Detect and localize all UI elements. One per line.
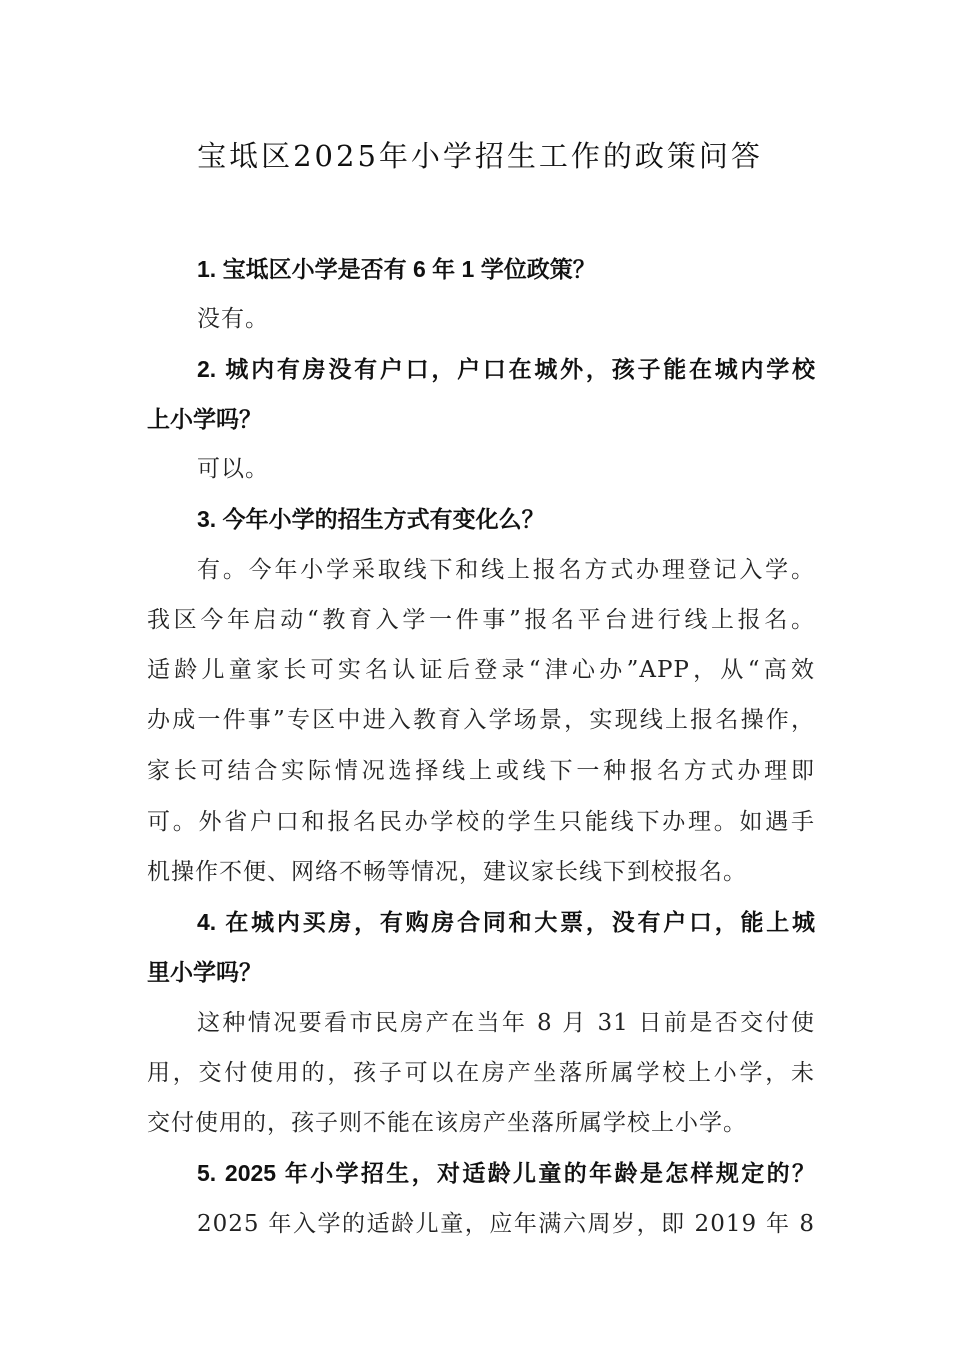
answer-line: 我区今年启动“教育入学一件事”报名平台进行线上报名。 — [147, 607, 815, 633]
answer-line: 这种情况要看市民房产在当年 8 月 31 日前是否交付使 — [197, 1010, 815, 1036]
question-line: 上小学吗？ — [147, 406, 262, 432]
answer-line: 适龄儿童家长可实名认证后登录“津心办”APP，从“高效 — [147, 657, 815, 683]
answer-line: 机操作不便、网络不畅等情况，建议家长线下到校报名。 — [147, 859, 747, 885]
answer-line: 办成一件事”专区中进入教育入学场景，实现线上报名操作， — [147, 707, 815, 733]
answer-line: 2025 年入学的适龄儿童，应年满六周岁，即 2019 年 8 — [197, 1211, 815, 1237]
answer-line: 可。外省户口和报名民办学校的学生只能线下办理。如遇手 — [147, 809, 815, 835]
answer-line: 有。今年小学采取线下和线上报名方式办理登记入学。 — [197, 557, 815, 583]
question-line: 4. 在城内买房，有购房合同和大票，没有户口，能上城 — [197, 909, 815, 935]
answer-line: 交付使用的，孩子则不能在该房产坐落所属学校上小学。 — [147, 1110, 747, 1136]
question-line: 3. 今年小学的招生方式有变化么？ — [197, 506, 545, 532]
answer-line: 用，交付使用的，孩子可以在房产坐落所属学校上小学，未 — [147, 1060, 815, 1086]
document-title: 宝坻区2025年小学招生工作的政策问答 — [197, 139, 763, 173]
answer-line: 可以。 — [197, 456, 269, 482]
question-line: 2. 城内有房没有户口，户口在城外，孩子能在城内学校 — [197, 356, 815, 382]
question-line: 1. 宝坻区小学是否有 6 年 1 学位政策？ — [197, 256, 596, 282]
answer-line: 家长可结合实际情况选择线上或线下一种报名方式办理即 — [147, 758, 815, 784]
question-line: 5. 2025 年小学招生，对适龄儿童的年龄是怎样规定的？ — [197, 1160, 815, 1186]
question-line: 里小学吗？ — [147, 959, 262, 985]
answer-line: 没有。 — [197, 306, 269, 332]
